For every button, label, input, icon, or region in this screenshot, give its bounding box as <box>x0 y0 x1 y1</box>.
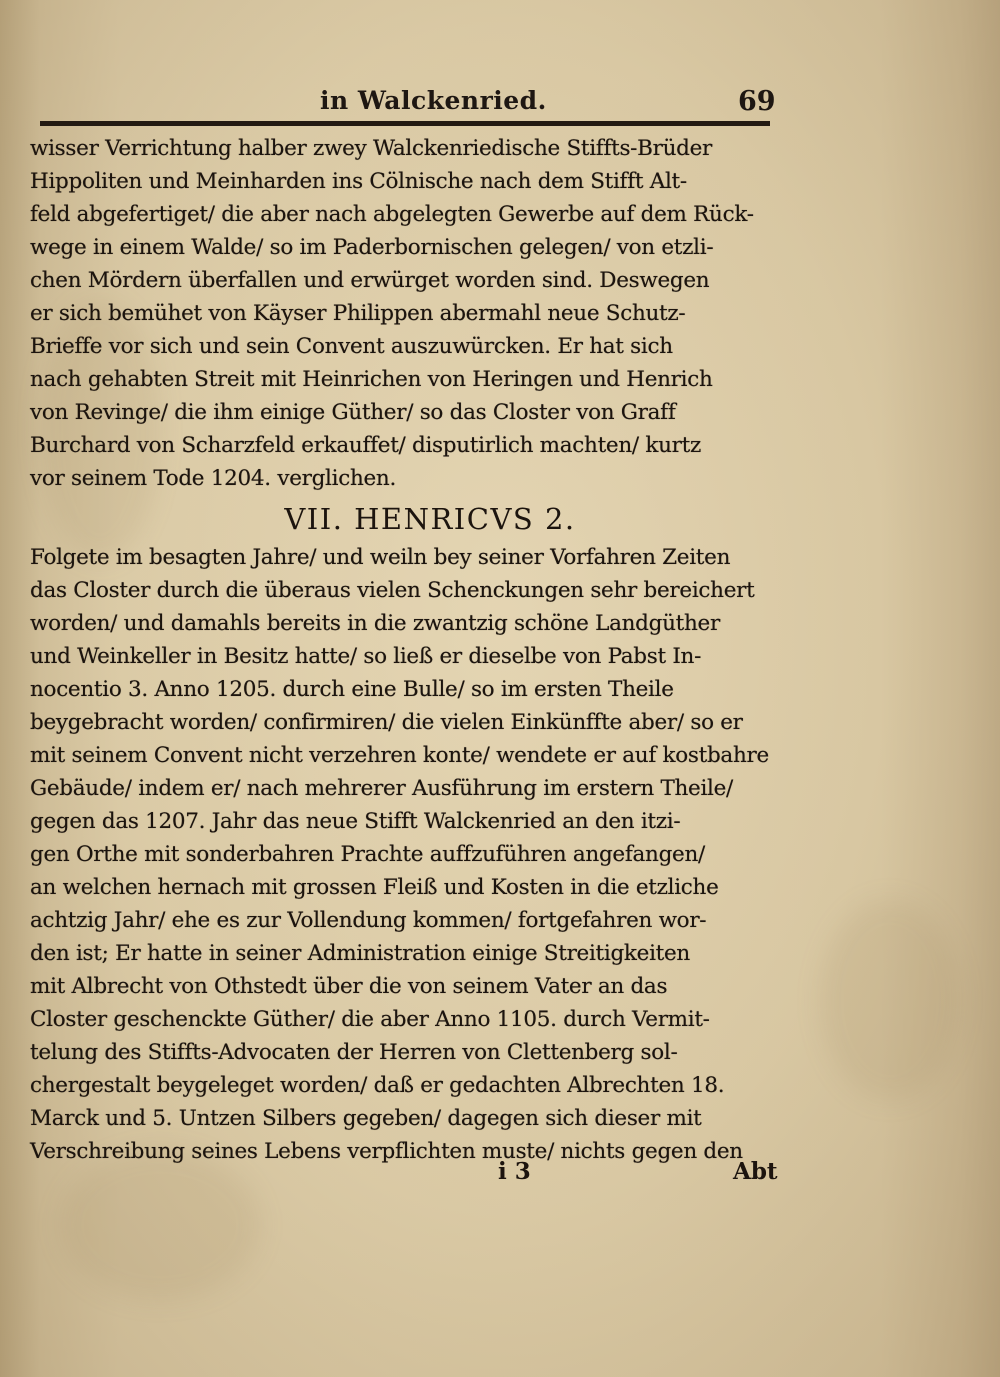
text-line: gegen das 1207. Jahr das neue Stifft Walckenried an den itzi- <box>30 809 681 834</box>
text-line: chen Mördern überfallen und erwürget worden sind. Deswegen <box>30 268 710 293</box>
text-line: feld abgefertiget/ die aber nach abgelegten Gewerbe auf dem Rück- <box>30 202 754 227</box>
page-footer <box>0 1158 1000 1198</box>
text-line: chergestalt beygeleget worden/ daß er gedachten Albrechten 18. <box>30 1073 725 1098</box>
text-line: telung des Stiffts-Advocaten der Herren von Clettenberg sol- <box>30 1040 678 1065</box>
text-line: worden/ und damahls bereits in die zwantzig schöne Landgüther <box>30 611 720 636</box>
running-head: in Walckenried. <box>320 86 547 115</box>
text-line: gen Orthe mit sonderbahren Prachte auffzuführen angefangen/ <box>30 842 705 867</box>
text-line: mit Albrecht von Othstedt über die von seinem Vater an das <box>30 974 668 999</box>
text-line: Verschreibung seines Lebens verpflichten muste/ nichts gegen den <box>30 1139 743 1164</box>
text-line: Burchard von Scharzfeld erkauffet/ disputirlich machten/ kurtz <box>30 433 701 458</box>
text-line: beygebracht worden/ confirmiren/ die vielen Einkünffte aber/ so er <box>30 710 743 735</box>
text-line: er sich bemühet von Käyser Philippen abermahl neue Schutz- <box>30 301 686 326</box>
main-text <box>30 132 790 1168</box>
text-line: Brieffe vor sich und sein Convent auszuwürcken. Er hat sich <box>30 334 673 359</box>
text-line: nach gehabten Streit mit Heinrichen von Heringen und Henrich <box>30 367 713 392</box>
text-line: Hippoliten und Meinharden ins Cölnische nach dem Stifft Alt- <box>30 169 687 194</box>
text-line: Folgete im besagten Jahre/ und weiln bey seiner Vorfahren Zeiten <box>30 545 731 570</box>
text-line: Gebäude/ indem er/ nach mehrerer Ausführung im erstern Theile/ <box>30 776 733 801</box>
header-rule <box>40 121 770 126</box>
text-line: das Closter durch die überaus vielen Schenckungen sehr bereichert <box>30 578 755 603</box>
paper-stain <box>820 900 960 1100</box>
text-line: an welchen hernach mit grossen Fleiß und Kosten in die etzliche <box>30 875 719 900</box>
text-line: mit seinem Convent nicht verzehren konte/ wendete er auf kostbahre <box>30 743 769 768</box>
text-line: achtzig Jahr/ ehe es zur Vollendung kommen/ fortgefahren wor- <box>30 908 707 933</box>
text-line: wisser Verrichtung halber zwey Walckenriedische Stiffts-Brüder <box>30 136 713 161</box>
text-line: vor seinem Tode 1204. verglichen. <box>30 466 397 491</box>
text-line: von Revinge/ die ihm einige Güther/ so das Closter von Graff <box>30 400 676 425</box>
page-number: 69 <box>738 86 776 117</box>
text-line: nocentio 3. Anno 1205. durch eine Bulle/ so im ersten Theile <box>30 677 674 702</box>
page-header <box>0 82 1000 122</box>
text-line: Marck und 5. Untzen Silbers gegeben/ dagegen sich dieser mit <box>30 1106 702 1131</box>
catchword: Abt <box>733 1158 778 1185</box>
text-line: Closter geschenckte Güther/ die aber Anno 1105. durch Vermit- <box>30 1007 710 1032</box>
text-line: den ist; Er hatte in seiner Administration einige Streitigkeiten <box>30 941 690 966</box>
section-title: VII. HENRICVS 2. <box>284 502 576 536</box>
text-line: und Weinkeller in Besitz hatte/ so ließ er dieselbe von Pabst In- <box>30 644 702 669</box>
signature-mark: i 3 <box>498 1158 531 1185</box>
text-line: wege in einem Walde/ so im Paderbornischen gelegen/ von etzli- <box>30 235 714 260</box>
